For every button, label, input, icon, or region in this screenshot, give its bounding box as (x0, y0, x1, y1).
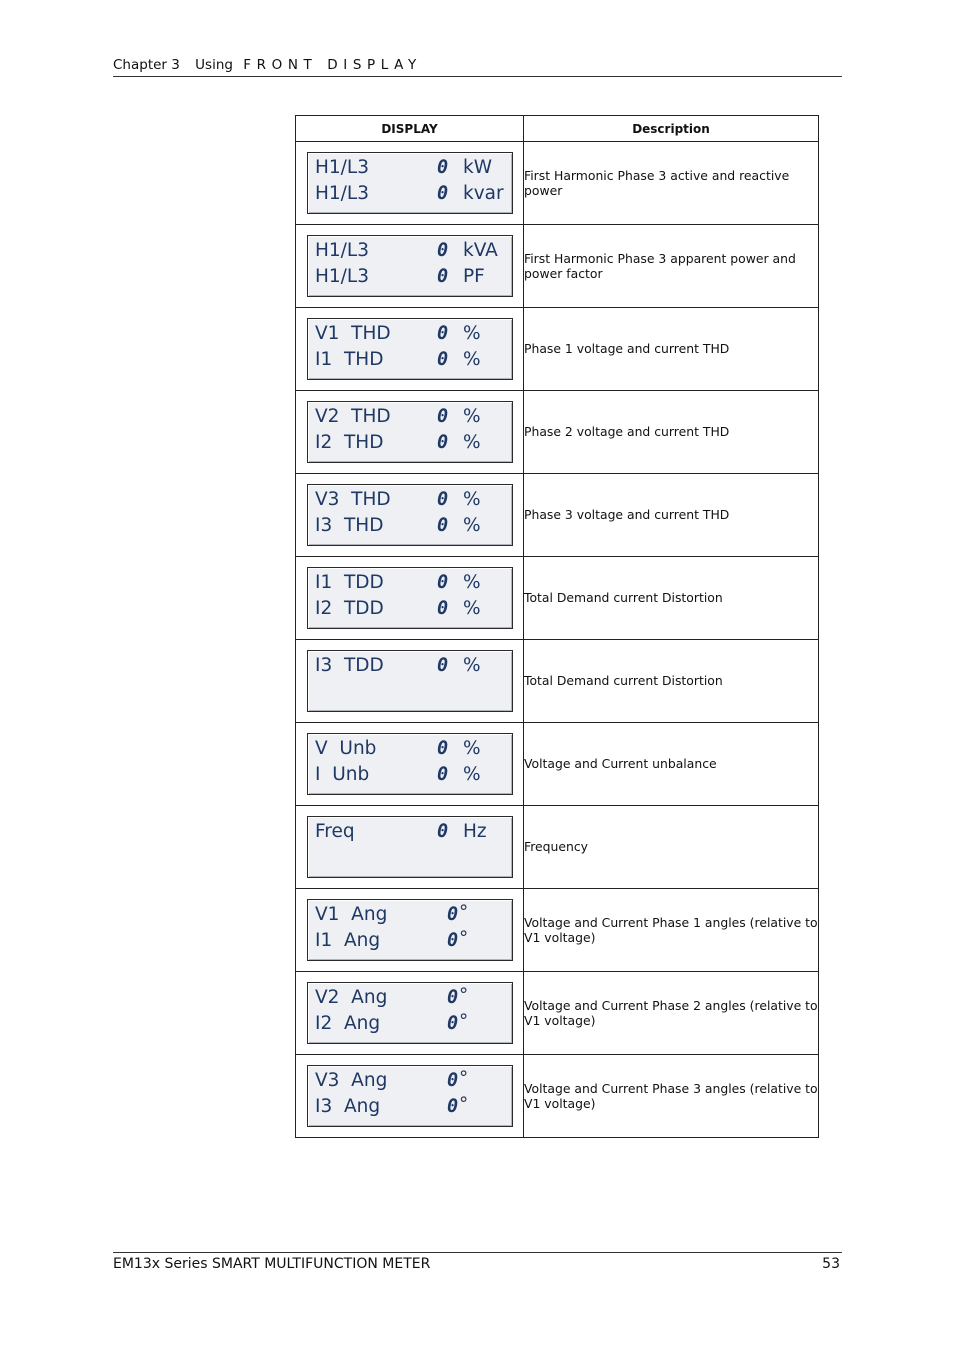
lcd-line-2 (315, 847, 510, 869)
lcd-unit: ° (459, 1094, 469, 1115)
lcd-unit: Hz (463, 821, 487, 842)
lcd-line-2 (315, 764, 510, 786)
lcd-line-1 (315, 572, 510, 594)
lcd-value: 0 (447, 1070, 459, 1091)
lcd-unit: ° (459, 1068, 469, 1089)
table-row (296, 557, 819, 640)
lcd-line-1 (315, 1070, 510, 1092)
lcd-parameter-name: V2 THD (315, 406, 391, 427)
table-row (296, 308, 819, 391)
page-footer (113, 1252, 842, 1274)
lcd-display (307, 152, 513, 214)
lcd-line-2 (315, 515, 510, 537)
lcd-unit: kW (463, 157, 493, 178)
display-column-header: DISPLAY (296, 116, 524, 142)
lcd-display (307, 1065, 513, 1127)
lcd-parameter-name: I2 THD (315, 432, 384, 453)
lcd-parameter-name: I3 THD (315, 515, 384, 536)
lcd-unit: PF (463, 266, 485, 287)
footer-product-title: EM13x Series SMART MULTIFUNCTION METER (113, 1256, 431, 1272)
lcd-value: 0 (437, 515, 449, 536)
table-row (296, 889, 819, 972)
lcd-value: 0 (447, 930, 459, 951)
table-row (296, 723, 819, 806)
lcd-value: 0 (437, 489, 449, 510)
lcd-display (307, 235, 513, 297)
lcd-display (307, 899, 513, 961)
description-cell: Frequency (524, 806, 819, 889)
lcd-value: 0 (437, 598, 449, 619)
chapter-using-label: Using (195, 57, 233, 73)
lcd-line-2 (315, 266, 510, 288)
lcd-parameter-name: I1 Ang (315, 930, 381, 951)
lcd-unit: ° (459, 985, 469, 1006)
lcd-value: 0 (437, 349, 449, 370)
description-cell: Phase 2 voltage and current THD (524, 391, 819, 474)
display-cell (296, 889, 524, 972)
description-cell: Total Demand current Distortion (524, 557, 819, 640)
lcd-line-2 (315, 598, 510, 620)
display-cell (296, 1055, 524, 1138)
table-row (296, 806, 819, 889)
lcd-unit: % (463, 764, 481, 785)
lcd-parameter-name: H1/L3 (315, 240, 369, 261)
lcd-unit: % (463, 349, 481, 370)
description-cell: Phase 1 voltage and current THD (524, 308, 819, 391)
lcd-parameter-name: H1/L3 (315, 266, 369, 287)
lcd-line-1 (315, 987, 510, 1009)
lcd-parameter-name: V Unb (315, 738, 377, 759)
display-cell (296, 557, 524, 640)
lcd-value: 0 (437, 183, 449, 204)
lcd-parameter-name: V2 Ang (315, 987, 388, 1008)
lcd-unit: kVA (463, 240, 498, 261)
lcd-unit: % (463, 406, 481, 427)
lcd-unit: ° (459, 1011, 469, 1032)
page-header (113, 56, 842, 77)
lcd-parameter-name: I2 Ang (315, 1013, 381, 1034)
lcd-line-2 (315, 1096, 510, 1118)
lcd-value: 0 (437, 323, 449, 344)
table-row (296, 640, 819, 723)
lcd-value: 0 (447, 904, 459, 925)
display-cell (296, 225, 524, 308)
lcd-value: 0 (437, 821, 449, 842)
table-row (296, 1055, 819, 1138)
lcd-line-2 (315, 183, 510, 205)
lcd-line-2 (315, 349, 510, 371)
lcd-display (307, 567, 513, 629)
table-row (296, 391, 819, 474)
table-header-row (296, 116, 819, 142)
lcd-parameter-name: Freq (315, 821, 355, 842)
description-cell: Voltage and Current unbalance (524, 723, 819, 806)
table-row (296, 142, 819, 225)
lcd-line-1 (315, 489, 510, 511)
lcd-parameter-name: I1 TDD (315, 572, 384, 593)
lcd-parameter-name: H1/L3 (315, 183, 369, 204)
lcd-value: 0 (437, 266, 449, 287)
description-cell: Voltage and Current Phase 3 angles (relative to V1 voltage) (524, 1055, 819, 1138)
lcd-line-1 (315, 406, 510, 428)
lcd-parameter-name: V3 Ang (315, 1070, 388, 1091)
lcd-display (307, 401, 513, 463)
lcd-unit: % (463, 323, 481, 344)
lcd-line-1 (315, 904, 510, 926)
lcd-line-2 (315, 681, 510, 703)
lcd-display (307, 816, 513, 878)
description-cell: Voltage and Current Phase 1 angles (relative to V1 voltage) (524, 889, 819, 972)
lcd-value: 0 (437, 655, 449, 676)
description-cell: First Harmonic Phase 3 active and reactive power (524, 142, 819, 225)
lcd-value: 0 (437, 738, 449, 759)
lcd-display (307, 982, 513, 1044)
lcd-value: 0 (437, 406, 449, 427)
lcd-line-2 (315, 432, 510, 454)
lcd-line-1 (315, 157, 510, 179)
lcd-parameter-name: I2 TDD (315, 598, 384, 619)
display-cell (296, 308, 524, 391)
display-cell (296, 806, 524, 889)
lcd-unit: ° (459, 902, 469, 923)
lcd-unit: ° (459, 928, 469, 949)
lcd-parameter-name: I Unb (315, 764, 370, 785)
description-cell: Voltage and Current Phase 2 angles (relative to V1 voltage) (524, 972, 819, 1055)
lcd-display (307, 484, 513, 546)
display-cell (296, 723, 524, 806)
description-cell: First Harmonic Phase 3 apparent power and power factor (524, 225, 819, 308)
table-row (296, 474, 819, 557)
lcd-unit: % (463, 515, 481, 536)
display-cell (296, 972, 524, 1055)
display-cell (296, 391, 524, 474)
display-description-table (295, 115, 819, 1138)
table-row (296, 972, 819, 1055)
lcd-parameter-name: V3 THD (315, 489, 391, 510)
lcd-line-2 (315, 930, 510, 952)
lcd-value: 0 (437, 240, 449, 261)
table-row (296, 225, 819, 308)
lcd-parameter-name: V1 Ang (315, 904, 388, 925)
page-number: 53 (822, 1256, 840, 1272)
lcd-unit: % (463, 738, 481, 759)
lcd-line-1 (315, 323, 510, 345)
lcd-value: 0 (437, 157, 449, 178)
lcd-parameter-name: I3 Ang (315, 1096, 381, 1117)
lcd-unit: % (463, 432, 481, 453)
display-cell (296, 640, 524, 723)
lcd-line-1 (315, 821, 510, 843)
lcd-parameter-name: I3 TDD (315, 655, 384, 676)
lcd-line-2 (315, 1013, 510, 1035)
display-cell (296, 142, 524, 225)
lcd-unit: % (463, 598, 481, 619)
lcd-unit: % (463, 572, 481, 593)
lcd-display (307, 318, 513, 380)
lcd-value: 0 (447, 1013, 459, 1034)
lcd-line-1 (315, 655, 510, 677)
description-cell: Phase 3 voltage and current THD (524, 474, 819, 557)
lcd-value: 0 (447, 987, 459, 1008)
lcd-unit: % (463, 489, 481, 510)
display-cell (296, 474, 524, 557)
lcd-unit: % (463, 655, 481, 676)
lcd-value: 0 (437, 764, 449, 785)
lcd-value: 0 (437, 572, 449, 593)
lcd-value: 0 (437, 432, 449, 453)
chapter-section-title: FRONT DISPLAY (243, 57, 422, 73)
lcd-display (307, 650, 513, 712)
description-cell: Total Demand current Distortion (524, 640, 819, 723)
lcd-parameter-name: H1/L3 (315, 157, 369, 178)
lcd-parameter-name: V1 THD (315, 323, 391, 344)
description-column-header: Description (524, 116, 819, 142)
lcd-value: 0 (447, 1096, 459, 1117)
lcd-line-1 (315, 240, 510, 262)
lcd-parameter-name: I1 THD (315, 349, 384, 370)
chapter-label: Chapter 3 (113, 57, 180, 73)
lcd-display (307, 733, 513, 795)
lcd-unit: kvar (463, 183, 504, 204)
lcd-line-1 (315, 738, 510, 760)
